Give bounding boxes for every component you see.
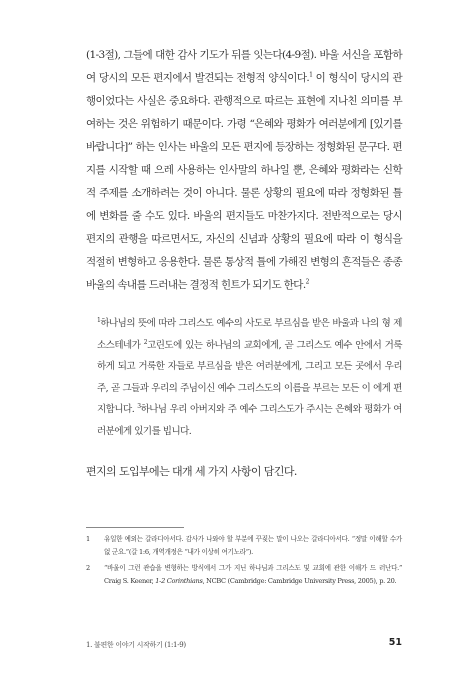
body-paragraph (86, 44, 402, 297)
quote-line: 평화가 여러분에게 있기를 빕니다. (97, 404, 402, 437)
footnote-number: 1 (86, 535, 90, 543)
book-title: 1-2 Corinthians (155, 576, 203, 585)
footnote-line: 군요.”(갈 1:6, 개역개정은 “내가 이상히 여기노라”). (111, 547, 253, 556)
footnote-2 (86, 562, 402, 587)
footnote-1 (86, 533, 402, 558)
footnote-line: 러난다.” Craig S. Keener, (104, 564, 403, 585)
verse-number: 2 (143, 338, 148, 346)
footnote-line: 유일한 예외는 갈라디아서다. 감사가 나와야 할 부분에 꾸짖는 말이 나오는 갈라디아서다. “정말 이해할 수가 없 (104, 535, 402, 556)
quote-line: 우리 주, 곧 그들과 우리의 주님이신 예수 그리스도의 이름을 부르는 모든 이 (97, 361, 402, 394)
body-line: (1-3절), 그들에 대한 감사 기도가 뒤를 잇는다(4-9절). 바울 서신을 포함하 (86, 49, 402, 61)
body-line: 행이었다는 사실은 중요하다. 관행적으로 따르는 표현에 지나친 의미를 부 (86, 95, 402, 107)
verse-number: 1 (97, 316, 101, 324)
footnote-line: , NCBC (Cambridge: Cambridge University Press, (202, 576, 356, 585)
quote-line: 제 소스테네가 (97, 318, 402, 351)
body-line: 바울의 속내를 드러내는 결정적 힌트가 되기도 한다. (86, 279, 306, 291)
body-line: 지를 시작할 때 으레 사용하는 인사말의 하나일 뿐, 은혜와 평화라는 신학 (86, 164, 402, 176)
quote-line: 하나님의 뜻에 따라 그리스도 예수의 사도로 부르심을 받은 바울과 나의 형 (100, 318, 391, 329)
footnote-line: 2005), p. 20. (357, 576, 397, 585)
footnote-divider (86, 527, 184, 528)
footnote-ref[interactable]: 1 (309, 71, 313, 79)
body-line: 바랍니다]” 하는 인사는 바울의 모든 편지에 등장하는 정형화된 문구다. 편 (86, 141, 402, 153)
body-line: 편지의 관행을 따르면서도, 자신의 신념과 상황의 필요에 따라 이 형식을 (86, 233, 402, 245)
scripture-quote (97, 313, 402, 442)
verse-number: 3 (137, 402, 141, 410)
footnote-text (104, 562, 402, 587)
body-line: 적절히 변형하고 응용한다. 물론 통상적 틀에 가해진 변형의 흔적들은 종종 (86, 256, 402, 268)
body-line: 적 주제를 소개하려는 것이 아니다. 물론 상황의 필요에 따라 정형화된 틀 (86, 187, 402, 199)
quote-line: 거룩하게 되고 거룩한 자들로 부르심을 받은 여러분에게, 그리고 모든 곳에서 (97, 339, 402, 372)
quote-line: 에게 편지합니다. (97, 382, 402, 415)
intro-sentence: 편지의 도입부에는 대개 세 가지 사항이 담긴다. (86, 465, 297, 478)
page-number: 51 (388, 637, 402, 648)
running-footer: 1. 불편한 이야기 시작하기 (1:1-9) (86, 641, 186, 649)
quote-line: 고린도에 있는 하나님의 교회에게, 곧 그리스도 예수 안에서 (147, 339, 382, 351)
footnote-line: “바울이 그런 관습을 변형하는 방식에서 그가 지닌 하나님과 그리스도 및 교회에 관한 이해가 드 (104, 564, 376, 572)
footnote-text (104, 533, 402, 558)
body-line: 여하는 것은 위험하기 때문이다. 가령 “은혜와 평화가 여러분에게 [있기를 (86, 118, 402, 130)
body-line: 이 형식이 당시의 관 (312, 72, 403, 84)
body-line: 에 변화를 줄 수도 있다. 바울의 편지들도 마찬가지다. 전반적으로는 당시 (86, 210, 402, 222)
quote-line: 하나님 우리 아버지와 주 예수 그리스도가 주시는 은혜와 (140, 404, 362, 415)
footnote-ref[interactable]: 2 (305, 278, 309, 286)
footnote-number: 2 (86, 564, 90, 572)
body-line: 여 당시의 모든 편지에서 발견되는 전형적 양식이다. (86, 72, 310, 84)
